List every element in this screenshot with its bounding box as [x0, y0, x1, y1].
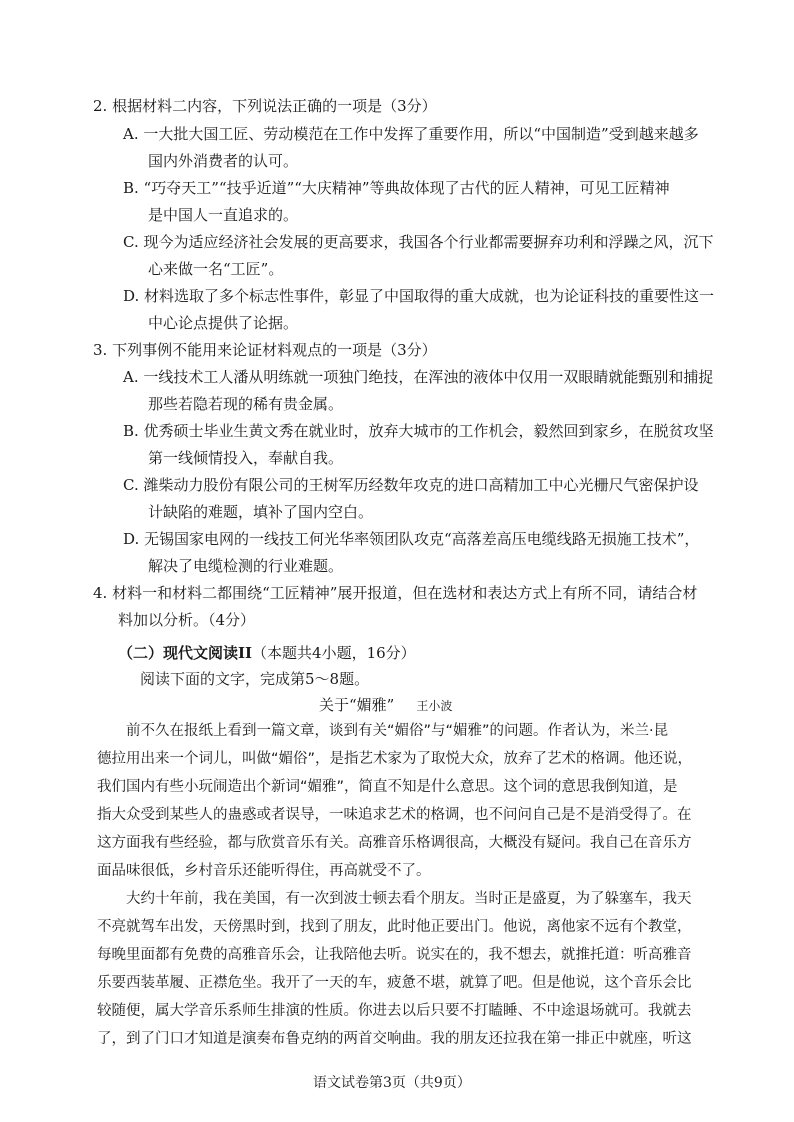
article-author: 王小波	[416, 699, 453, 713]
question-2-option-a-line2: 国内外消费者的认可。	[148, 152, 299, 170]
article-line: 指大众受到某些人的蛊惑或者误导，一味追求艺术的格调，也不问问自己是不是消受得了。在	[97, 807, 692, 823]
article-line: 了，到了门口才知道是演奏布鲁克纳的两首交响曲。我的朋友还拉我在第一排正中就座，听这	[97, 1031, 692, 1047]
question-3-stem: 3. 下列事例不能用来论证材料观点的一项是（3分）	[93, 341, 437, 359]
section-title: （二）现代文阅读II	[118, 644, 253, 662]
section-heading	[118, 643, 416, 663]
article-heading	[319, 695, 452, 716]
article-line: 每晚里面都有免费的高雅音乐会，让我陪他去听。说实在的，我不想去，就推托道：听高雅音	[97, 947, 692, 963]
article-line: 大约十年前，我在美国，有一次到波士顿去看个朋友。当时正是盛夏，为了躲塞车，我天	[126, 891, 692, 907]
article-line: 不亮就驾车出发，天傍黑时到，找到了朋友，此时他正要出门。他说，离他家不远有个教堂，	[97, 919, 692, 935]
question-2-option-c-line1: C. 现今为适应经济社会发展的更高要求，我国各个行业都需要摒弃功利和浮躁之风，沉下	[123, 233, 714, 251]
question-2-option-b-line2: 是中国人一直追求的。	[148, 206, 299, 224]
question-3-option-c-line2: 计缺陷的难题，填补了国内空白。	[148, 503, 374, 521]
article-line: 面品味很低，乡村音乐还能听得住，再高就受不了。	[97, 863, 431, 879]
page-footer: 语文试卷第3页（共9页）	[313, 1075, 471, 1091]
question-2-option-c-line2: 心来做一名“工匠”。	[148, 260, 284, 278]
article-line: 德拉用出来一个词儿，叫做“媚俗”，是指艺术家为了取悦大众，放弃了艺术的格调。他还说，	[97, 751, 693, 767]
question-3-option-d-line2: 解决了电缆检测的行业难题。	[148, 557, 344, 575]
question-3-option-b-line1: B. 优秀硕士毕业生黄文秀在就业时，放弃大城市的工作机会，毅然回到家乡，在脱贫攻坚	[123, 422, 714, 440]
question-4-stem-line2: 料加以分析。（4分）	[118, 611, 256, 629]
article-line: 这方面我有些经验，都与欣赏音乐有关。高雅音乐格调很高，大概没有疑问。我自己在音乐方	[97, 835, 692, 851]
article-line: 我们国内有些小玩闹造出个新词“媚雅”，简直不知是什么意思。这个词的意思我倒知道，是	[97, 779, 678, 795]
section-instruction: 阅读下面的文字，完成第5～8题。	[140, 670, 370, 688]
section-info: （本题共4小题，16分）	[252, 644, 416, 662]
question-2-option-d-line2: 中心论点提供了论据。	[148, 314, 299, 332]
article-line: 较随便，属大学音乐系师生排演的性质。你进去以后只要不打瞌睡、不中途退场就可。我就去	[97, 1003, 692, 1019]
question-3-option-c-line1: C. 潍柴动力股份有限公司的王树军历经数年攻克的进口高精加工中心光栅尺气密保护设	[123, 476, 699, 494]
question-2-stem: 2. 根据材料二内容，下列说法正确的一项是（3分）	[93, 97, 437, 115]
question-3-option-d-line1: D. 无锡国家电网的一线技工何光华率领团队攻克“高落差高压电缆线路无损施工技术”，	[123, 530, 700, 548]
question-3-option-b-line2: 第一线倾情投入，奉献自我。	[148, 449, 344, 467]
question-4-stem-line1: 4. 材料一和材料二都围绕“工匠精神”展开报道，但在选材和表达方式上有所不同，请结合材	[93, 584, 698, 602]
question-3-option-a-line2: 那些若隐若现的稀有贵金属。	[148, 395, 344, 413]
question-3-option-a-line1: A. 一线技术工人潘从明练就一项独门绝技，在浑浊的液体中仅用一双眼睛就能甄别和捕捉	[123, 368, 714, 386]
article-title: 关于“媚雅”	[319, 696, 395, 714]
question-2-option-b-line1: B. “巧夺天工”“技乎近道”“大庆精神”等典故体现了古代的匠人精神，可见工匠精神	[123, 179, 670, 197]
article-line: 前不久在报纸上看到一篇文章，谈到有关“媚俗”与“媚雅”的问题。作者认为，米兰·昆	[126, 723, 669, 739]
question-2-option-d-line1: D. 材料选取了多个标志性事件，彰显了中国取得的重大成就，也为论证科技的重要性这一	[123, 287, 715, 305]
question-2-option-a-line1: A. 一大批大国工匠、劳动模范在工作中发挥了重要作用，所以“中国制造”受到越来越多	[123, 125, 699, 143]
article-line: 乐要西装革履、正襟危坐。我开了一天的车，疲惫不堪，就算了吧。但是他说，这个音乐会比	[97, 975, 692, 991]
